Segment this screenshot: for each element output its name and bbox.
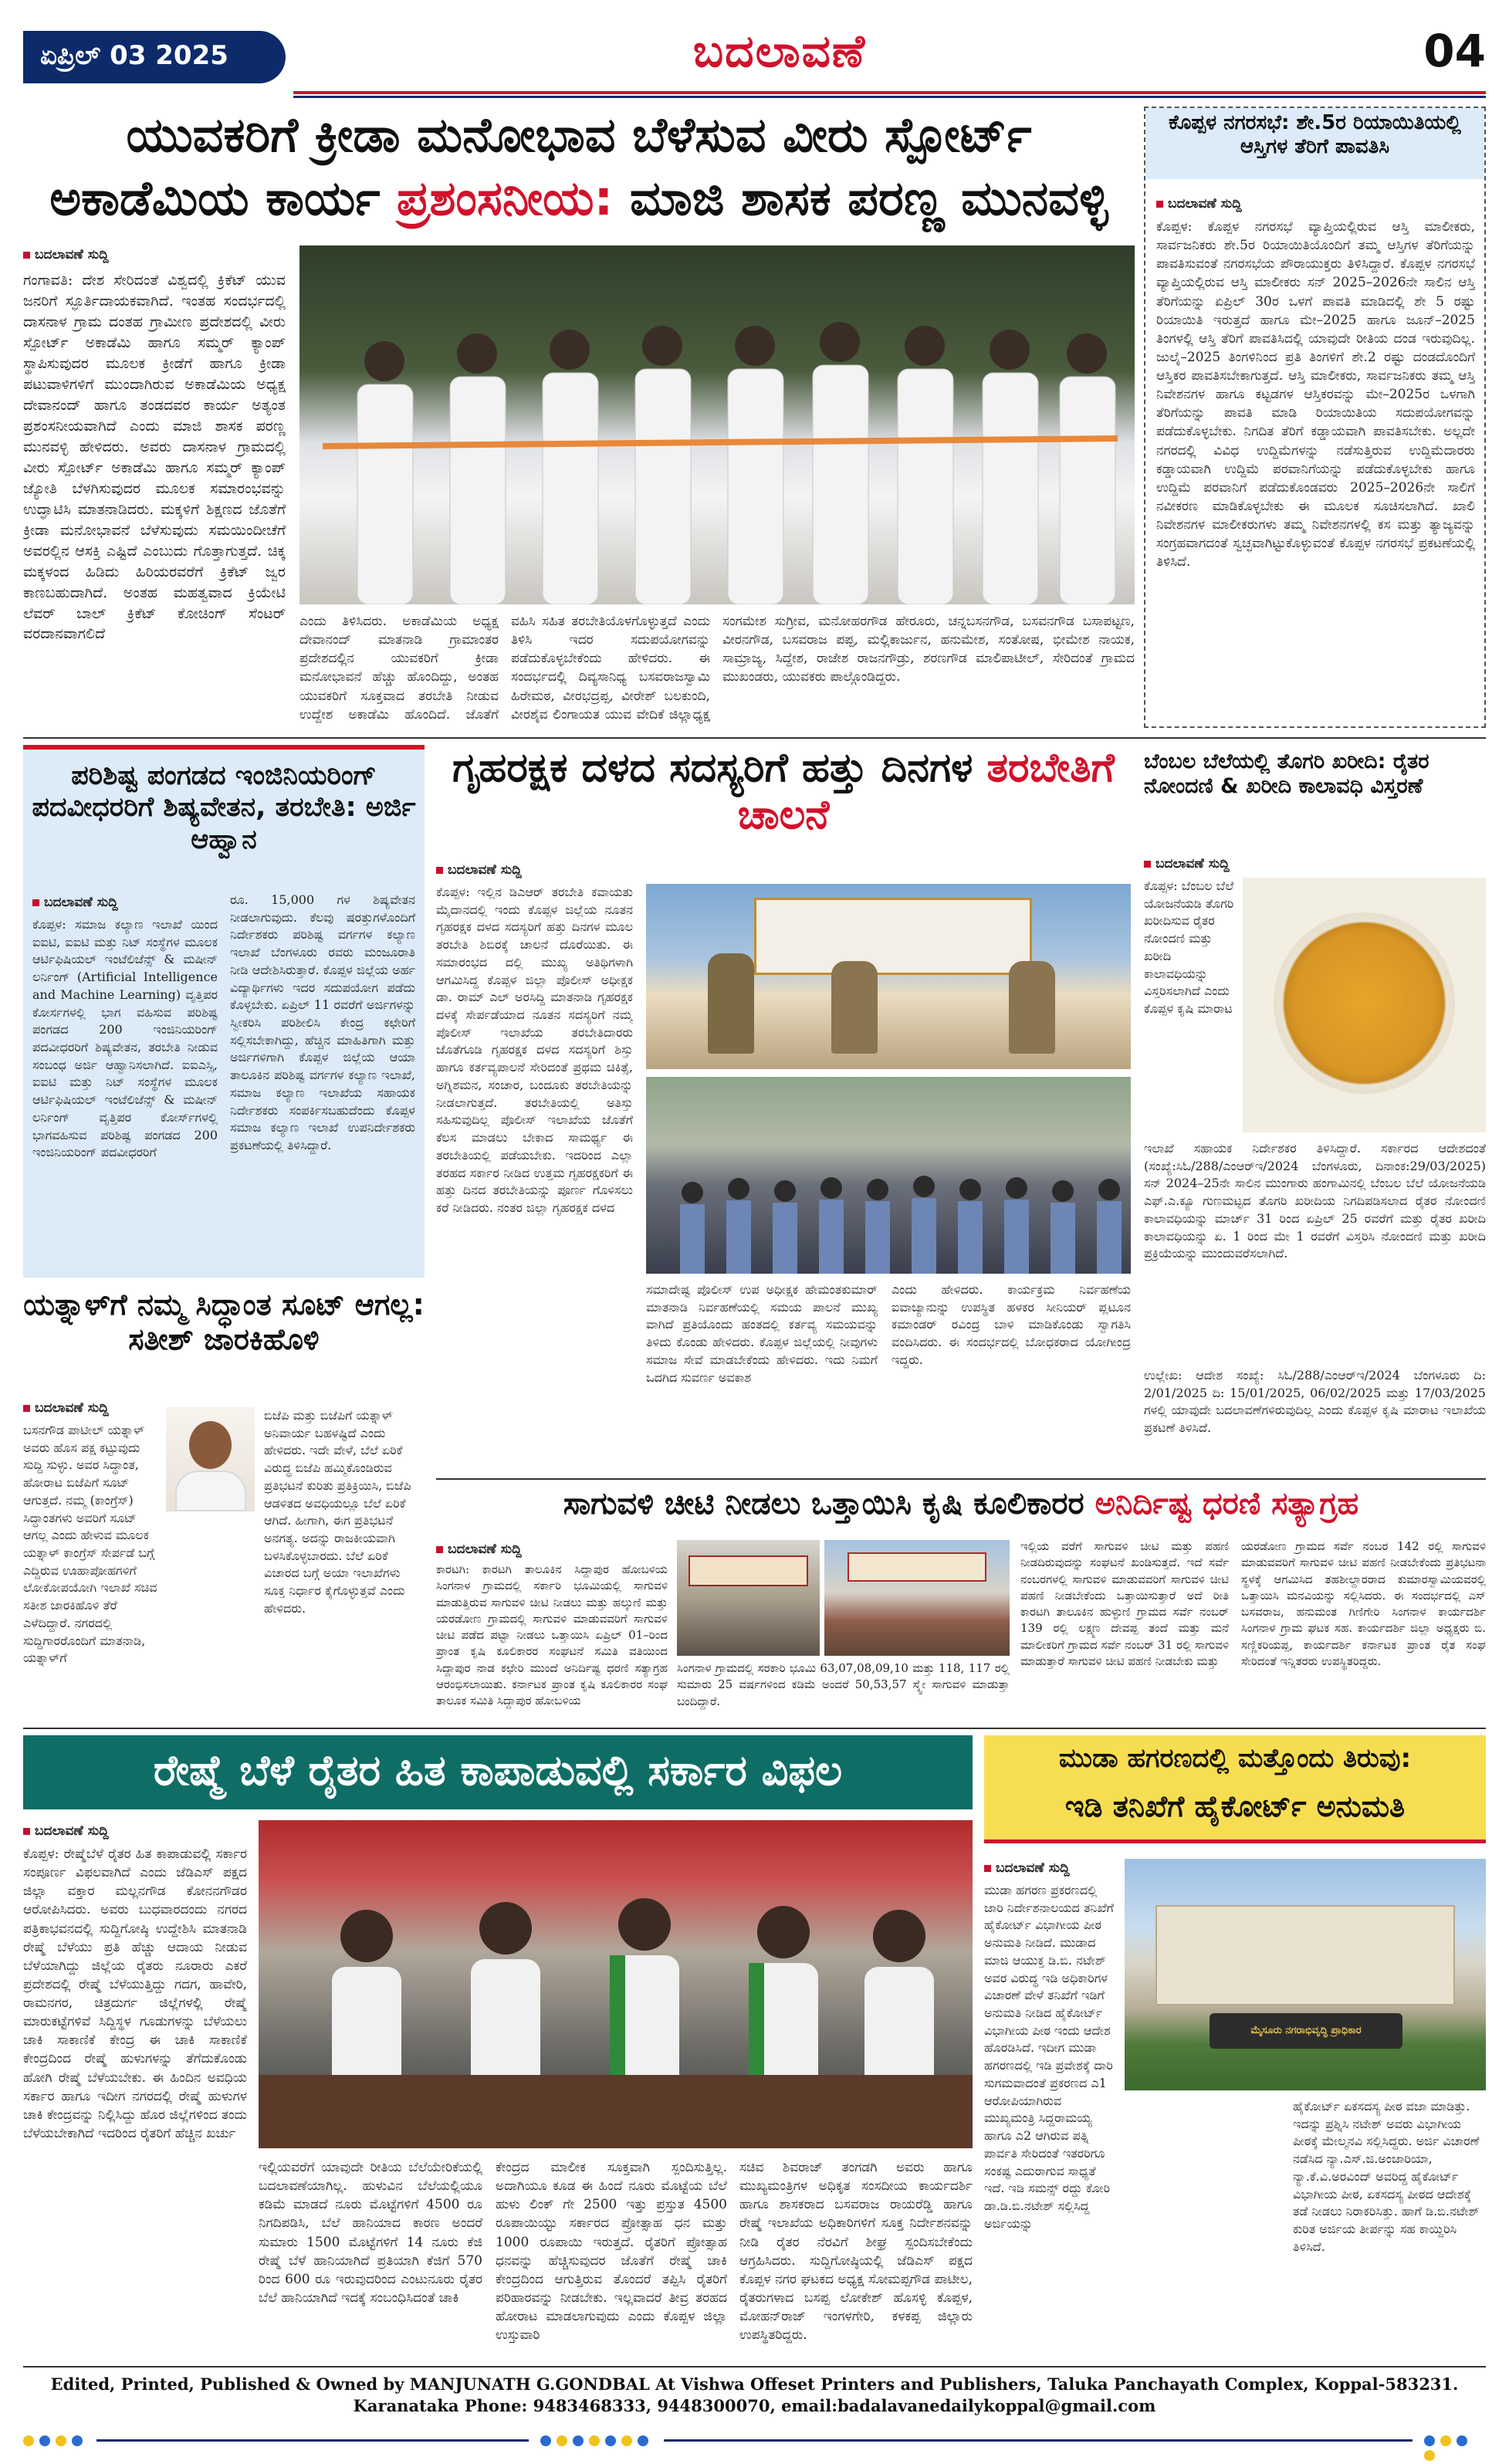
story-muda-headline-line1: ಮುಡಾ ಹಗರಣದಲ್ಲಿ ಮತ್ತೊಂದು ತಿರುವು: <box>1058 1743 1412 1774</box>
protest-photo-left <box>677 1540 820 1656</box>
building-facade <box>1155 1905 1455 2005</box>
photo-officer <box>708 953 754 1054</box>
masthead <box>23 25 1486 100</box>
headline-highlight: ತರಬೇತಿಗೆ ಚಾಲನೆ <box>737 745 1115 839</box>
byline: ಬದಲಾವಣೆ ಸುದ್ದಿ <box>23 1400 178 1416</box>
story-sports-col2: ಎಂದು ತಿಳಿಸಿದರು. ಅಕಾಡೆಮಿಯ ಅಧ್ಯಕ್ಷ ದೇವಾನಂದ್ ಮಾತನಾಡಿ ಗ್ರಾಮಾಂತರ ಪ್ರದೇಶದಲ್ಲಿನ ಯುವಕರಿಗೆ ಕ್ರೀಡಾ ಮನೋಭಾವನೆ ಹೆಚ್ಚು ಹೊಂದಿದ್ದು, ಅಂತಹ ಯುವಕರಿಗೆ ಸೂಕ್ತವಾದ ತರಬೇತಿ ನೀಡುವ ಉದ್ದೇಶ ಅಕಾಡೆಮಿ ಹೊಂದಿದೆ. ಜೊತೆಗೆ <box>299 614 499 723</box>
story-jarkiholi-headline: ಯತ್ನಾಳ್‌ಗೆ ನಮ್ಮ ಸಿದ್ಧಾಂತ ಸೂಟ್ ಆಗಲ್ಲ: ಸತೀಶ್ ಜಾರಕಿಹೊಳಿ <box>23 1288 425 1356</box>
footer-line2: Karanataka Phone: 9483468333, 9448300070, email:badalavanedailykoppal@gmail.com <box>353 2396 1156 2415</box>
story-scholarship-col1: ಕೊಪ್ಪಳ: ಸಮಾಜ ಕಲ್ಯಾಣ ಇಲಾಖೆ ಯಿಂದ ಐಐಟಿ, ಐಐಟಿ ಮತ್ತು ನಿಟ್ ಸಂಸ್ಥೆಗಳ ಮೂಲಕ ಆರ್ಟಿಫಿಷಿಯಲ್ ಇಂಟೆಲಿಜೆನ್ಸ್ & ಮಷೀನ್ ಲರ್ನಿಂಗ್ (Artificial Intelligence and Machine Learning) ವೃತ್ತಿಪರ ಕೋರ್ಸಗಳಲ್ಲಿ ಭಾಗ ವಹಿಸುವ ಪರಿಶಿಷ್ಟ ಪಂಗಡದ 200 ಇಂಜಿನಿಯರಿಂಗ್ ಪದವೀಧರರಿಗೆ ಶಿಷ್ಯವೇತನ, ತರಬೇತಿ ನೀಡುವ ಸಂಬಂಧ ಅರ್ಜಿ ಆಹ್ವಾನಿಸಲಾಗಿದೆ. ಐಐಎಸ್ಸಿ, ಐಐಟಿ ಮತ್ತು ನಿಟ್ ಸಂಸ್ಥೆಗಳ ಮೂಲಕ ಆರ್ಟಿಫಿಷಿಯಲ್ ಇಂಟೆಲಿಜೆನ್ಸ್ & ಮಷೀನ್ ಲರ್ನಿಂಗ್ ವೃತ್ತಿಪರ ಕೋರ್ಸ್‌ಗಳಲ್ಲಿ ಭಾಗವಹಿಸುವ ಪರಿಶಿಷ್ಟ ಪಂಗಡದ 200 ಇಂಜಿನಿಯರಿಂಗ್ ಪದವೀಧರರಿಗೆ <box>32 917 218 1160</box>
byline: ಬದಲಾವಣೆ ಸುದ್ದಿ <box>23 1823 224 1839</box>
story-muda-right: ಹೈಕೋರ್ಟ್ ಏಕಸದಸ್ಯ ಪೀಠ ವಜಾ ಮಾಡಿತ್ತು. ಇದನ್ನು ಪ್ರಶ್ನಿಸಿ ನಟೇಶ್ ಅವರು ವಿಭಾಗೀಯ ಪೀಠಕ್ಕೆ ಮೇಲ್ಮನವಿ ಸಲ್ಲಿಸಿದ್ದರು. ಅರ್ಜಿ ವಿಚಾರಣೆ ನಡೆಸಿದ ನ್ಯಾ.ಎಸ್.ಜಿ.ಅಂಜಾರಿಯಾ, ನ್ಯಾ.ಕೆ.ವಿ.ಅರವಿಂದ್ ಅವರಿದ್ದ ಹೈಕೋರ್ಟ್ ವಿಭಾಗೀಯ ಪೀಠ, ಏಕಸದಸ್ಯ ಪೀಠದ ಆದೇಶಕ್ಕೆ ತಡೆ ನೀಡಲು ನಿರಾಕರಿಸಿತ್ತು. ಹಾಗೆ ಡಿ.ಬಿ.ನಟೇಶ್ ಕುರಿತ ಅರ್ಜಿಯ ತೀರ್ಪನ್ನು ಸಹ ಕಾಯ್ದಿರಿಸಿ ತಿಳಿಸಿದೆ. <box>1293 2099 1480 2254</box>
byline: ಬದಲಾವಣೆ ಸುದ್ದಿ <box>984 1860 1185 1876</box>
dot-decoration <box>1424 2450 1435 2461</box>
story-tax-headline: ಕೊಪ್ಪಳ ನಗರಸಭೆ: ಶೇ.5ರ ರಿಯಾಯಿತಿಯಲ್ಲಿ ಆಸ್ತಿಗಳ ತೆರಿಗೆ ಪಾವತಿಸಿ <box>1168 111 1461 158</box>
divider <box>23 737 1486 739</box>
sports-inauguration-photo <box>299 245 1135 604</box>
story-sports-headline-line2 <box>23 170 1135 233</box>
story-dal-body: ಇಲಾಖೆ ಸಹಾಯಕ ನಿರ್ದೇಶಕರ ತಿಳಿಸಿದ್ದಾರೆ. ಸರ್ಕಾರದ ಆದೇಶದಂತೆ (ಸಂಖ್ಯೆ:ಸಿಓ/288/ಎಂಆರ್‌ಇ/2024 ಬೆಂಗಳೂರು, ದಿನಾಂಕ:29/03/2025) ಸನ್ 2024–25ನೇ ಸಾಲಿನ ಮುಂಗಾರು ಹಂಗಾಮಿನಲ್ಲಿ ಬೆಂಬಲ ಬೆಲೆ ಯೋಜನೆಯಡಿ ಎಫ್.ಎ.ಕ್ಯೂ ಗುಣಮಟ್ಟದ ತೊಗರಿ ಖರೀದಿಯ ನಿಗದಿಪಡಿಸಲಾದ ರೈತರ ನೋಂದಣಿ ಕಾಲಾವಧಿಯನ್ನು ಮಾರ್ಚ್ 31 ರಿಂದ ಏಪ್ರಿಲ್ 25 ರವರೆಗೆ ಮತ್ತು ರೈತರ ಖರೀದಿ ಕಾಲಾವಧಿಯನ್ನು ಏ. 1 ರಿಂದ ಮೇ 1 ರವರೆಗೆ ವಿಸ್ತರಿಸಿ ನೋಂದಣಿ ಮತ್ತು ಖರೀದಿ ಪ್ರಕ್ರಿಯೆಯನ್ನು ಮುಂದುವರೆಸಲಾಗಿದೆ. <box>1144 1141 1486 1261</box>
story-sports-headline-line1: ಯುವಕರಿಗೆ ಕ್ರೀಡಾ ಮನೋಭಾವ ಬೆಳೆಸುವ ವೀರು ಸ್ಪೋರ್ಟ್ <box>126 107 1032 163</box>
press-meet-illustration <box>259 1820 973 2148</box>
page-number: 04 <box>1423 25 1486 77</box>
byline: ಬದಲಾವಣೆ ಸುದ್ದಿ <box>1156 196 1465 212</box>
dot-decoration <box>573 2435 584 2446</box>
photo-officer <box>1009 961 1055 1054</box>
footer-dots-left <box>23 2435 88 2449</box>
story-protest-col1: ಕಾರಟಗಿ: ಕಾರಟಗಿ ತಾಲೂಕಿನ ಸಿದ್ದಾಪುರ ಹೋಬಳಿಯ ಸಿಂಗನಾಳ ಗ್ರಾಮದಲ್ಲಿ ಸರ್ಕಾರಿ ಭೂಮಿಯಲ್ಲಿ ಸಾಗುವಳಿ ಮಾಡುತ್ತಿರುವ ಸಾಗುವಳಿ ಚೀಟಿ ನೀಡಲು ಮತ್ತು ಹಲ್ಕುಣಿ ಮತ್ತು ಯರಡೋಣ ಗ್ರಾಮದಲ್ಲಿ ಸಾಗುವಳಿ ಮಾಡುವವರಿಗೆ ಸಾಗುವಳಿ ಚೀಟಿ ಪಡೆದ ಪಟ್ಟಾ ನೀಡಲು ಒತ್ತಾಯಿಸಿ ಏಪ್ರಿಲ್ 01–ರಿಂದ ಪ್ರಾಂತ ಕೃಷಿ ಕೂಲಿಕಾರರ ಸಂಘಟನೆ ಸಮಿತಿ ವತಿಯಿಂದ ಸಿದ್ದಾಪುರ ನಾಡ ಕಛೇರಿ ಮುಂದೆ ಅನಿರ್ದಿಷ್ಟ ಧರಣಿ ಸತ್ಯಾಗ್ರಹ ಆರಂಭಿಸಲಾಯಿತು. ಕರ್ನಾಟಕ ಪ್ರಾಂತ ಕೃಷಿ ಕೂಲಿಕಾರರ ಸಂಘ ತಾಲೂಕ ಸಮಿತಿ ಸಿದ್ದಾಪುರ ಹೋಬಳಿಯ <box>436 1562 668 1708</box>
story-jarkiholi-right: ಬಿಜೆಪಿ ಮತ್ತು ಬಿಜೆಪಿಗೆ ಯತ್ನಾಳ್ ಅನಿವಾರ್ಯ ಬಹಳಷ್ಟಿದೆ ಎಂದು ಹೇಳಿದರು. ಇದೇ ವೇಳೆ, ಬೆಲೆ ಏರಿಕೆ ವಿರುದ್ಧ ಬಿಜೆಪಿ ಹಮ್ಮಿಕೊಂಡಿರುವ ಪ್ರತಿಭಟನೆ ಕುರಿತು ಪ್ರತಿಕ್ರಿಯಿಸಿ, ಬಿಜೆಪಿ ಆಡಳಿತದ ಅವಧಿಯಲ್ಲೂ ಬೆಲೆ ಏರಿಕೆ ಆಗಿದೆ. ಹೀಗಾಗಿ, ಈಗ ಪ್ರತಿಭಟನೆ ಅನಗತ್ಯ. ಅದನ್ನು ರಾಜಕೀಯವಾಗಿ ಬಳಸಿಕೊಳ್ಳಬಾರದು. ಬೆಲೆ ಏರಿಕೆ ವಿಚಾರದ ಬಗ್ಗೆ ಅಯಾ ಇಲಾಖೆಗಳು ಸೂಕ್ತ ನಿರ್ಧಾರ ಕೈಗೊಳ್ಳುತ್ತವೆ ಎಂದು ಹೇಳಿದರು. <box>264 1408 411 1616</box>
story-protest <box>436 1486 1486 1718</box>
byline: ಬದಲಾವಣೆ ಸುದ್ದಿ <box>1144 856 1337 872</box>
byline: ಬದಲಾವಣೆ ಸುದ್ದಿ <box>436 1542 637 1557</box>
headline-part: ಸಾಗುವಳಿ ಚೀಟಿ ನೀಡಲು ಒತ್ತಾಯಿಸಿ ಕೃಷಿ ಕೂಲಿಕಾರರ <box>563 1486 1084 1521</box>
masthead-rule-red <box>293 91 1486 94</box>
scholarship-top-bar <box>23 745 425 750</box>
dot-decoration <box>589 2435 600 2446</box>
jarkiholi-portrait <box>166 1407 255 1511</box>
story-sports-col4: ಸಂಗಮೇಶ ಸುಗ್ರೀವ, ಮನೋಹರಗೌಡ ಹೇರೂರು, ಚನ್ನಬಸನಗೌಡ, ಬಸವನಗೌಡ ಬಸಾಪಟ್ಟಣ, ವೀರನಗೌಡ, ಬಸವರಾಜ ಪಪ್ಪ, ಮಲ್ಲಿಕಾರ್ಜುನ, ಹನುಮೇಶ, ಸಂತೋಷ, ಭೀಮೇಶ ನಾಯಕ, ಸಾಮ್ರಾಜ್ಯ, ಸಿದ್ದೇಶ, ರಾಜೇಶ ರಾಜನಗೌಡ್ರು, ಶರಣಗೌಡ ಮಾಲಿಪಾಟೀಲ್, ಸೇರಿದಂತೆ ಗ್ರಾಮದ ಮುಖಂಡರು, ಯುವಕರು ಪಾಲ್ಗೊಂಡಿದ್ದರು. <box>722 614 1135 685</box>
silk-press-photo <box>259 1820 973 2148</box>
headline-highlight: ಪ್ರಶಂಸನೀಯ: <box>396 170 614 226</box>
dot-decoration <box>621 2435 632 2446</box>
story-dal-narrow: ಕೊಪ್ಪಳ: ಬೆಂಬಲ ಬೆಲೆ ಯೋಜನೆಯಡಿ ತೊಗರಿ ಖರೀದಿಸುವ ರೈತರ ನೋಂದಣಿ ಮತ್ತು ಖರೀದಿ ಕಾಲಾವಧಿಯನ್ನು ವಿಸ್ತರಿಸಲಾಗಿದೆ ಎಂದು ಕೊಪ್ಪಳ ಕೃಷಿ ಮಾರಾಟ <box>1144 878 1234 1017</box>
paper-name: ಬದಲಾವಣೆ <box>692 25 867 77</box>
story-silk-col2: ಇಲ್ಲಿಯವರೆಗೆ ಯಾವುದೇ ರೀತಿಯ ಬೆಲೆಯೇರಿಕೆಯಲ್ಲಿ ಬದಲಾವಣೆಯಾಗಿಲ್ಲ. ಹುಳುವಿನ ಬೆಲೆಯಲ್ಲಿಯೂ ಕಡಿಮೆ ಮಾಡದೆ ನೂರು ಮೊಟ್ಟೆಗಳಿಗೆ 4500 ರೂ ನಿಗದಿಪಡಿಸಿ, ಬೆಲೆ ಹಾನಿಯಾದ ಕಾರಣ ಅಂದರೆ ಸುಮಾರು 1500 ಮೊಟ್ಟೆಗಳಿಗೆ 14 ನೂರು ಕೆಜಿ ರೇಷ್ಮೆ ಬೆಳೆ ಹಾನಿಯಾಗಿದೆ ಪ್ರತಿಯಾಗಿ ಕೆಜಿಗೆ 570 ರಿಂದ 600 ರೂ ಇರುವುದರಿಂದ ಎಂಟುನೂರು ರೈತರ ಬೆಲೆ ಹಾನಿಯಾಗಿದೆ ಇದಕ್ಕೆ ಸಂಬಂಧಿಸಿದಂತೆ ಚಾಕಿ <box>259 2160 482 2306</box>
dot-decoration <box>1424 2435 1435 2446</box>
portrait-shirt <box>175 1471 246 1511</box>
story-sports-academy <box>23 107 1135 728</box>
dot-decoration <box>56 2435 66 2446</box>
headline-highlight: ಅನಿರ್ದಿಷ್ಟ ಧರಣಿ ಸತ್ಯಾಗ್ರಹ <box>1095 1486 1359 1521</box>
story-guards-headline <box>436 745 1131 853</box>
footer-rule <box>23 2366 1486 2368</box>
story-sports-col3: ವಹಿಸಿ ಸಹಿತ ತರಬೇತಿಯೊಳಗೊಳ್ಳುತ್ತದೆ ಎಂದು ತಿಳಿಸಿ ಇದರ ಸದುಪಯೋಗವನ್ನು ಪಡೆದುಕೊಳ್ಳಬೇಕೆಂದು ಹೇಳಿದರು. ಈ ಸಂದರ್ಭದಲ್ಲಿ ದಿವ್ಯಸಾನಿಧ್ಯ ಬಸವರಾಜಸ್ವಾಮಿ ಹಿರೇಮಠ, ವೀರಭದ್ರಪ್ಪ, ವೀರೇಶ್ ಬಲಕುಂದಿ, ವೀರಶೈವ ಲಿಂಗಾಯತ ಯುವ ವೇದಿಕೆ ಜಿಲ್ಲಾಧ್ಯಕ್ಷ <box>511 614 710 723</box>
divider <box>436 1478 1486 1480</box>
bowl <box>1274 912 1455 1094</box>
dot-decoration <box>638 2435 648 2446</box>
story-muda-narrow: ಮುಡಾ ಹಗರಣ ಪ್ರಕರಣದಲ್ಲಿ ಜಾರಿ ನಿರ್ದೇಶನಾಲಯದ ತನಿಖೆಗೆ ಹೈಕೋರ್ಟ್ ವಿಭಾಗೀಯ ಪೀಠ ಅನುಮತಿ ನೀಡಿದೆ. ಮುಡಾದ ಮಾಜಿ ಆಯುಕ್ತ ಡಿ.ಬಿ. ನಟೇಶ್ ಅವರ ವಿರುದ್ಧ ಇಡಿ ಅಧಿಕಾರಿಗಳ ವಿಚಾರಣೆ ವೇಳೆ ತನಿಖೆಗೆ ಇಡಿಗೆ ಅನುಮತಿ ನೀಡಿದ ಹೈಕೋರ್ಟ್ ವಿಭಾಗೀಯ ಪೀಠ ಇಂದು ಆದೇಶ ಹೊರಡಿಸಿದೆ. ಇದೀಗ ಮುಡಾ ಹಗರಣದಲ್ಲಿ ಇಡಿ ಪ್ರವೇಶಕ್ಕೆ ದಾರಿ ಸುಗಮವಾದಂತೆ ಪ್ರಕರಣದ ಎ1 ಆರೋಪಿಯಾಗಿರುವ ಮುಖ್ಯಮಂತ್ರಿ ಸಿದ್ದರಾಮಯ್ಯ ಹಾಗೂ ಎ2 ಆಗಿರುವ ಪತ್ನಿ ಪಾರ್ವತಿ ಸೇರಿದಂತೆ ಇತರರಿಗೂ ಸಂಕಷ್ಟ ಎದುರಾಗುವ ಸಾಧ್ಯತೆ ಇದೆ. ಇಡಿ ಸಮನ್ಸ್ ರದ್ದು ಕೋರಿ ಡಾ.ಡಿ.ಬಿ.ನಟೇಶ್ ಸಲ್ಲಿಸಿದ್ದ ಅರ್ಜಿಯನ್ನು <box>984 1883 1114 2231</box>
story-scholarship-col2: ರೂ. 15,000 ಗಳ ಶಿಷ್ಯವೇತನ ನೀಡಲಾಗುವುದು. ಕೆಲವು ಷರತ್ತುಗಳೊಂದಿಗೆ ನಿರ್ದೇಶಕರು ಪರಿಶಿಷ್ಟ ವರ್ಗಗಳ ಕಲ್ಯಾಣ ಇಲಾಖೆ ಬೆಂಗಳೂರು ರವರು ಮಂಜೂರಾತಿ ನೀಡಿ ಆದೇಶಿಸಿರುತ್ತಾರೆ. ಕೊಪ್ಪಳ ಜಿಲ್ಲೆಯ ಅರ್ಹ ವಿದ್ಯಾರ್ಥಿಗಳು ಇದರ ಸದುಪಯೋಗ ಪಡೆದು ಕೊಳ್ಳಬೇಕು. ಏಪ್ರಿಲ್ 11 ರವರೆಗೆ ಅರ್ಜಿಗಳನ್ನು ಸ್ವೀಕರಿಸಿ ಪರಿಶೀಲಿಸಿ ಕೇಂದ್ರ ಕಛೇರಿಗೆ ಸಲ್ಲಿಸಬೇಕಾಗಿದ್ದು, ಹೆಚ್ಚಿನ ಮಾಹಿತಿಗಾಗಿ ಮತ್ತು ಅರ್ಜಿಗಳಿಗಾಗಿ ಕೊಪ್ಪಳ ಜಿಲ್ಲೆಯ ಆಯಾ ತಾಲೂಕಿನ ಪರಿಶಿಷ್ಟ ವರ್ಗಗಳ ಕಲ್ಯಾಣ ಇಲಾಖೆ, ಸಮಾಜ ಕಲ್ಯಾಣ ಇಲಾಖೆಯ ಸಹಾಯಕ ನಿರ್ದೇಶಕರು ಸಂಪರ್ಕಿಸಬಹುದೆಂದು ಕೊಪ್ಪಳ ಸಮಾಜ ಕಲ್ಯಾಣ ಇಲಾಖೆ ಉಪನಿರ್ದೇಶಕರು ಪ್ರಕಟಣೆಯಲ್ಲಿ ತಿಳಿಸಿದ್ದಾರೆ. <box>230 892 415 1153</box>
story-protest-col2: ಇಲ್ಲಿಯ ವರೆಗೆ ಸಾಗುವಳಿ ಚೀಟಿ ಮತ್ತು ಪಹಣಿ ನೀಡದಿರುವುದನ್ನು ಸಂಘಟನೆ ಖಂಡಿಸುತ್ತದೆ. ಇದೆ ಸರ್ವೆ ನಂಬರಗಳಲ್ಲಿ ಸಾಗುವಳಿ ಮಾಡುವವರಿಗೆ ಸಾಗುವಳಿ ಚೀಟಿ ಪಹಣಿ ನೀಡಬೇಕೆಂದು ಒತ್ತಾಯಿಸುತ್ತಾರೆ ಅದೆ ರೀತಿ ಕಾರಟಗಿ ತಾಲೂಕಿನ ಹುಳ್ಳುಣಿ ಗ್ರಾಮದ ಸರ್ವೆ ನಂಬರ್ 139 ರಲ್ಲಿ ಲಕ್ಷ್ಮಣ ದೇವಪ್ಪ ತಂದೆ ಮತ್ತು ಮನೆ ಮಾಲೀಕರಿಗೆ ಗ್ರಾಮದ ಸರ್ವೆ ನಂಬರ್ 31 ರಲ್ಲಿ ಸಾಗುವಳಿ ಮಾಡುತ್ತಾರೆ ಸಾಗುವಳಿ ಚೀಟಿ ಪಹಣಿ ನೀಡಬೇಕು ಮತ್ತು <box>1020 1539 1229 1669</box>
story-jarkiholi-box <box>23 1288 425 1720</box>
sign-board-text: ಮೈಸೂರು ನಗರಾಭಿವೃದ್ಧಿ ಪ್ರಾಧಿಕಾರ <box>1250 2025 1362 2036</box>
footer-imprint <box>23 2374 1486 2422</box>
byline: ಬದಲಾವಣೆ ಸುದ್ದಿ <box>436 862 629 878</box>
story-dal-headline: ಬೆಂಬಲ ಬೆಲೆಯಲ್ಲಿ ತೊಗರಿ ಖರೀದಿ: ರೈತರ ನೋಂದಣಿ & ಖರೀದಿ ಕಾಲಾವಧಿ ವಿಸ್ತರಣೆ <box>1144 750 1429 798</box>
story-sports-col1: ಗಂಗಾವತಿ: ದೇಶ ಸೇರಿದಂತೆ ವಿಶ್ವದಲ್ಲಿ ಕ್ರಿಕೆಟ್ ಯುವ ಜನರಿಗೆ ಸ್ಫೂರ್ತಿದಾಯಕವಾಗಿದೆ. ಇಂತಹ ಸಂದರ್ಭದಲ್ಲಿ ದಾಸನಾಳ ಗ್ರಾಮ ದಂತಹ ಗ್ರಾಮೀಣ ಪ್ರದೇಶದಲ್ಲಿ ವೀರು ಸ್ಪೋರ್ಟ್ ಅಕಾಡೆಮಿ ಹಾಗೂ ಸಮ್ಮರ್ ಕ್ಯಾಂಪ್ ಸ್ಥಾಪಿಸುವುದರ ಮೂಲಕ ಕ್ರೀಡೆಗೆ ಹಾಗೂ ಕ್ರೀಡಾ ಪಟುವಾಳಿಗಳಿಗೆ ಮುಂದಾಗಿರುವ ಅಕಾಡೆಮಿಯ ಅಧ್ಯಕ್ಷ ದೇವಾನಂದ್ ಹಾಗೂ ತಂಡದವರ ಕಾರ್ಯ ಅತ್ಯಂತ ಪ್ರಶಂಸನೀಯವಾಗಿದೆ ಎಂದು ಮಾಜಿ ಶಾಸಕ ಪರಣ್ಣ ಮುನವಳ್ಳಿ ಹೇಳಿದರು. ಅವರು ದಾಸನಾಳ ಗ್ರಾಮದಲ್ಲಿ ವೀರು ಸ್ಪೋರ್ಟ್ ಅಕಾಡೆಮಿ ಹಾಗೂ ಸಮ್ಮರ್ ಕ್ಯಾಂಪ್ ಜ್ಯೋತಿ ಬೆಳಗಿಸುವುದರ ಮೂಲಕ ಸಮಾರಂಭವನ್ನು ಉದ್ಘಾಟಿಸಿ ಮಾತನಾಡಿದರು. ಮಕ್ಕಳಿಗೆ ಶಿಕ್ಷಣದ ಜೊತೆಗೆ ಕ್ರೀಡಾ ಮನೋಭಾವನೆ ಬೆಳೆಸುವುದು ಸಮಯಿಂದೀಚೆಗೆ ಅವರಲ್ಲಿನ ಆಸಕ್ತಿ ಎಷ್ಟಿದೆ ಎಂಬುದು ಗೊತ್ತಾಗುತ್ತದೆ. ಚಿಕ್ಕ ಮಕ್ಕಳಂದ ಹಿಡಿದು ಹಿರಿಯರವರೆಗೆ ಕ್ರಿಕೆಟ್ ಜ್ವರ ಕಾಣಬಹುದಾಗಿದೆ. ಅಂತಹ ಮಹತ್ವವಾದ ಕ್ರಿಯೇಟಿ ಲೆವರ್ ಬಾಲ್ ಕ್ರಿಕೆಟ್ ಕೋಚಿಂಗ್ ಸೆಂಟರ್ ವರದಾನವಾಗಲಿದೆ <box>23 272 286 643</box>
story-protest-caption: ಸಿಂಗನಾಳ ಗ್ರಾಮದಲ್ಲಿ ಸರಕಾರಿ ಭೂಮಿ 63,07,08,09,10 ಮತ್ತು 118, 117 ರಲ್ಲಿ ಸುಮಾರು 25 ವರ್ಷಗಳಿಂದ ಕಡಿಮೆ ಅಂದರೆ 50,53,57 ಸ್ಕ್ವೇ ಸಾಗುವಳಿ ಮಾಡುತ್ತಾ ಬಂದಿದ್ದಾರೆ. <box>677 1661 1010 1708</box>
guards-trainees-photo <box>646 1077 1131 1274</box>
masthead-rule-navy <box>293 96 1486 98</box>
headline-part: ಗೃಹರಕ್ಷಕ ದಳದ ಸದಸ್ಯರಿಗೆ ಹತ್ತು ದಿನಗಳ <box>452 745 973 791</box>
protest-banner <box>848 1552 986 1582</box>
dot-decoration <box>39 2435 50 2446</box>
byline: ಬದಲಾವಣೆ ಸುದ್ದಿ <box>23 247 286 262</box>
dot-decoration <box>605 2435 616 2446</box>
story-muda-headline-line2: ಇಡಿ ತನಿಖೆಗೆ ಹೈಕೋರ್ಟ್ ಅನುಮತಿ <box>1064 1789 1406 1823</box>
story-toor-dal <box>1144 745 1486 1471</box>
photo-banner <box>754 898 1032 975</box>
dot-decoration <box>72 2435 83 2446</box>
sign-board <box>1210 2013 1402 2049</box>
story-silk-col4: ಸಚಿವ ಶಿವರಾಜ್ ತಂಗಡಗಿ ಅವರು ಹಾಗೂ ಮುಖ್ಯಮಂತ್ರಿಗಳ ಅಧಿಕೃತ ಸಂಸದೀಯ ಕಾರ್ಯದರ್ಶಿ ಹಾಗೂ ಶಾಸಕರಾದ ಬಸವರಾಜ ರಾಯರೆಡ್ಡಿ ಹಾಗೂ ರೇಷ್ಮೆ ಇಲಾಖೆಯ ಅಧಿಕಾರಿಗಳಿಗೆ ಸೂಕ್ತ ನಿರ್ದೇಶನವನ್ನು ನೀಡಿ ರೈತರ ನೆರವಿಗೆ ಶೀಘ್ರ ಸ್ಪಂದಿಸಬೇಕೆಂದು ಆಗ್ರಹಿಸಿದರು. ಸುದ್ದಿಗೋಷ್ಠಿಯಲ್ಲಿ ಜೆಡಿಎಸ್ ಪಕ್ಷದ ಕೊಪ್ಪಳ ನಗರ ಘಟಕದ ಅಧ್ಯಕ್ಷ ಸೋಮಪ್ಪಗೌಡ ಪಾಟೀಲ, ರೈತರುಗಳಾದ ಬಸಪ್ಪ ಲೋಕೇಶ್ ಹೊಸಳ್ಳಿ ಕೊಪ್ಪಳ, ಮೋಹನ್‌ರಾಜ್ ಇಂಗಳಗೇರಿ, ಕಳಕಪ್ಪ ಜಿಲ್ಲಾರು ಉಪಸ್ಥಿತರಿದ್ದರು. <box>739 2160 973 2344</box>
trainees-illustration <box>646 1077 1131 1274</box>
story-protest-headline <box>436 1486 1486 1532</box>
story-jarkiholi-narrow: ಬಸನಗೌಡ ಪಾಟೀಲ್ ಯತ್ನಾಳ್ ಅವರು ಹೊಸ ಪಕ್ಷ ಕಟ್ಟುವುದು ಸುದ್ದಿ ಸುಳ್ಳು. ಅವರ ಸಿದ್ಧಾಂತ, ಹೋರಾಟ ಬಿಜೆಪಿಗೆ ಸೂಟ್ ಆಗುತ್ತದೆ. ನಮ್ಮ (ಕಾಂಗ್ರೆಸ್) ಸಿದ್ಧಾಂತಗಳು ಅವರಿಗೆ ಸೂಟ್ ಆಗಲ್ಲ ಎಂದು ಹೇಳುವ ಮೂಲಕ ಯತ್ನಾಳ್ ಕಾಂಗ್ರೆಸ್ ಸೇರ್ಪಡೆ ಬಗ್ಗೆ ಎದ್ದಿರುವ ಊಹಾಪೋಹಗಳಿಗೆ ಲೋಕೋಪಯೋಗಿ ಇಲಾಖೆ ಸಚಿವ ಸತೀಶ ಜಾರಕಿಹೊಳಿ ತೆರೆ ಎಳೆದಿದ್ದಾರೆ. ನಗರದಲ್ಲಿ ಸುದ್ದಿಗಾರರೊಂದಿಗೆ ಮಾತನಾಡಿ, ಯತ್ನಾಳ್‌ಗೆ <box>23 1423 157 1666</box>
footer-bar <box>23 2430 1486 2453</box>
muda-building-photo <box>1125 1859 1486 2090</box>
story-silk-col3: ಕೇಂದ್ರದ ಮಾಲೀಕ ಸೂಕ್ತವಾಗಿ ಸ್ಪಂದಿಸುತ್ತಿಲ್ಲ. ಅದಾಗಿಯೂ ಕೂಡ ಈ ಹಿಂದೆ ನೂರು ಮೊಟ್ಟೆಯ ಬೆಲೆ ಹುಳು ಲಿಂಕ್ ಗೇ 2500 ಇತ್ತು ಪ್ರಸ್ತುತ 4500 ರೂಪಾಯಿಯ್ಟು ಸರ್ಕಾರದ ಪ್ರೋತ್ಸಾಹ ಧನ ಮತ್ತು 1000 ರೂಪಾಯಿ ಇರುತ್ತದೆ. ರೈತರಿಗೆ ಪ್ರೋತ್ಸಾಹ ಧನವನ್ನು ಹೆಚ್ಚಿಸುವುದರ ಜೊತೆಗೆ ರೇಷ್ಮೆ ಚಾಕಿ ಕೇಂದ್ರದಿಂದ ಆಗುತ್ತಿರುವ ತೊಂದರೆ ತಪ್ಪಿಸಿ ರೈತರಿಗೆ ಪರಿಹಾರವನ್ನು ನೀಡಬೇಕು. ಇಲ್ಲವಾದರೆ ತೀವ್ರ ತರಹದ ಹೋರಾಟ ಮಾಡಲಾಗುವುದು ಎಂದು ಕೊಪ್ಪಳ ಜಿಲ್ಲಾ ಉಸ್ತುವಾರಿ <box>496 2160 727 2344</box>
headline-part: ಅಕಾಡೆಮಿಯ ಕಾರ್ಯ <box>49 170 381 226</box>
portrait-face <box>189 1421 232 1469</box>
story-home-guards <box>436 745 1131 1471</box>
footer-dots-center <box>540 2435 654 2449</box>
dot-decoration <box>23 2435 34 2446</box>
story-guards-col1: ಕೊಪ್ಪಳ: ಇಲ್ಲಿನ ಡಿಎಆರ್ ತರಬೇತಿ ಕವಾಯತು ಮೈದಾನದಲ್ಲಿ ಇಂದು ಕೊಪ್ಪಳ ಜಿಲ್ಲೆಯ ನೂತನ ಗೃಹರಕ್ಷಕ ದಳದ ಸದಸ್ಯರಿಗೆ ಹತ್ತು ದಿನಗಳ ಮೂಲ ತರಬೇತಿ ಶಿಬಿರಕ್ಕೆ ಚಾಲನೆ ದೊರೆಯಿತು. ಈ ಸಮಾರಂಭದ ದಲ್ಲಿ ಮುಖ್ಯ ಅತಿಥಿಗಳಾಗಿ ಆಗಮಿಸಿದ್ದ ಕೊಪ್ಪಳ ಜಿಲ್ಲಾ ಪೊಲೀಸ್ ಅಧೀಕ್ಷಕ ಡಾ. ರಾಮ್ ಎಲ್ ಅರಸಿದ್ದಿ ಮಾತನಾಡಿ ಗೃಹರಕ್ಷಕ ದಳಕ್ಕೆ ಸೇರ್ಪಡೆಯಾದ ನೂತನ ಸದಸ್ಯರಿಗೆ ನಮ್ಮ ಪೊಲೀಸ್ ಇಲಾಖೆಯ ತರಬೇತಿದಾರರು ಜೊತೆಗೂಡಿ ಗೃಹರಕ್ಷಕ ದಳದ ಸದಸ್ಯರಿಗೆ ಶಿಸ್ತು ಹಾಗೂ ಕರ್ತವ್ಯಪಾಲನೆ ಸೇರಿದಂತೆ ಪ್ರಥಮ ಚಿಕಿತ್ಸೆ, ಅಗ್ನಿಶಮನ, ಸಂಚಾರ, ಬಂದೂಕು ತರಬೇತಿಯನ್ನು ನೀಡಲಾಗುತ್ತದೆ. ತರಬೇತಿಯಲ್ಲಿ ಅತಿಸ್ತು ಸಹಿಸುವುದಿಲ್ಲ ಪೊಲೀಸ್ ಇಲಾಖೆಯ ಜೊತೆಗೆ ಕೆಲಸ ಮಾಡಲು ಬೇಕಾದ ಸಾಮರ್ಥ್ಯ ಈ ತರಬೇತಿಯಲ್ಲಿ ಪಡೆಯಬೇಕು. ಇದರಿಂದ ಎಲ್ಲಾ ತರಹದ ಸರ್ಕಾರ ನೀಡಿದ ಉತ್ತಮ ಗೃಹರಕ್ಷಕರಿಗೆ ಈ ಹತ್ತು ದಿನದ ತರಬೇತಿಯನ್ನು ಪೂರ್ಣ ಗೊಳಿಸಲು ಕರೆ ನೀಡಿದರು. ನಂತರ ಜಿಲ್ಲಾ ಗೃಹರಕ್ಷಕ ದಳದ <box>436 885 633 1215</box>
byline: ಬದಲಾವಣೆ ಸುದ್ದಿ <box>32 895 225 910</box>
story-tax-body: ಕೊಪ್ಪಳ: ಕೊಪ್ಪಳ ನಗರಸಭೆ ವ್ಯಾಪ್ತಿಯಲ್ಲಿರುವ ಆಸ್ತಿ ಮಾಲೀಕರು, ಸಾರ್ವಜನಿಕರು ಶೇ.5ರ ರಿಯಾಯಿತಿಯೊಂದಿಗೆ ತಮ್ಮ ಆಸ್ತಿಗಳ ತೆರಿಗೆಯನ್ನು ಪಾವತಿಸುವಂತೆ ನಗರಸಭೆಯ ಪೌರಾಯುಕ್ತರು ತಿಳಿಸಿದ್ದಾರೆ. ಕೊಪ್ಪಳ ನಗರಸಭೆ ವ್ಯಾಪ್ತಿಯಲ್ಲಿರುವ ಆಸ್ತಿ ಮಾಲೀಕರು ಸನ್ 2025–2026ನೇ ಸಾಲಿನ ಆಸ್ತಿ ತೆರಿಗೆಯನ್ನು ಏಪ್ರಿಲ್ 30ರ ಒಳಗೆ ಪಾವತಿ ಮಾಡಿದಲ್ಲಿ ಶೇ 5 ರಷ್ಟು ರಿಯಾಯಿತಿ ಇರುತ್ತದೆ ಹಾಗೂ ಮೇ–2025 ಹಾಗೂ ಜೂನ್–2025 ತಿಂಗಳಲ್ಲಿ ಆಸ್ತಿ ತೆರಿಗೆ ಪಾವತಿಸಿದಲ್ಲಿ ಯಾವುದೇ ರೀತಿಯ ದಂಡ ಇರುವುದಿಲ್ಲ. ಜುಲೈ–2025 ತಿಂಗಳಿನಿಂದ ಪ್ರತಿ ತಿಂಗಳಿಗೆ ಶೇ.2 ರಷ್ಟು ದಂಡದೊಂದಿಗೆ ಆಸ್ತಿಕರ ಪಾವತಿಸಬೇಕಾಗುತ್ತದೆ. ಆಸ್ತಿ ಮಾಲೀಕರು, ಸಾರ್ವಜನಿಕರು ತಮ್ಮ ಆಸ್ತಿ ನಿವೇಶನಗಳ ಹಾಗೂ ಕಟ್ಟಡಗಳ ಆಸ್ತಿಕರವನ್ನು ಮೇ–2025ರ ಒಳಗಾಗಿ ತೆರಿಗೆಯನ್ನು ಪಾವತಿ ಮಾಡಿ ರಿಯಾಯಿತಿಯ ಸದುಪಯೋಗವನ್ನು ಪಡೆದುಕೊಳ್ಳಬೇಕು. ನಿಗದಿತ ತೆರಿಗೆ ಕಡ್ಡಾಯವಾಗಿ ಪಾವತಿಸಬೇಕು. ಅಲ್ಲದೇ ನಗರದಲ್ಲಿ ವಿವಿಧ ಉದ್ದಿಮೆಗಳನ್ನು ನಡೆಸುತ್ತಿರುವ ಉದ್ದಿಮೆದಾರರು ಕಡ್ಡಾಯವಾಗಿ ಉದ್ದಿಮೆ ಪರವಾನಿಗೆಯನ್ನು ಪಡೆದುಕೊಳ್ಳಬೇಕು ಹಾಗೂ ಉದ್ದಿಮೆ ಪರವಾನಿಗೆ ಪಡೆದುಕೊಂಡವರು 2025–2026ನೇ ಸಾಲಿಗೆ ನವೀಕರಣ ಮಾಡಿಕೊಳ್ಳಬೇಕು ಈ ಮೂಲಕ ಸೂಚಿಸಲಾಗಿದೆ. ಖಾಲಿ ನಿವೇಶನಗಳ ಮಾಲೀಕರುಗಳು ತಮ್ಮ ನಿವೇಶನಗಳಲ್ಲಿ ಕಸ ಮತ್ತು ತ್ಯಾಜ್ಯವನ್ನು ಸಂಗ್ರಹವಾಗದಂತೆ ಸ್ವಚ್ಛವಾಗಿಟ್ಟುಕೊಳ್ಳುವಂತೆ ಕೊಪ್ಪಳ ನಗರಸಭೆ ಪ್ರಕಟಣೆಯಲ್ಲಿ ತಿಳಿಸಿದೆ. <box>1156 219 1475 570</box>
photo-people-illustration <box>299 245 1135 604</box>
story-dal-ref: ಉಲ್ಲೇಖ: ಆದೇಶ ಸಂಖ್ಯೆ: ಸಿಓ/288/ಎಂಆರ್‌ಇ/2024 ಬೆಂಗಳೂರು ದಿ: 2/01/2025 ದಿ: 15/01/2025, 06/02/2025 ಮತ್ತು 17/03/2025 ಗಳಲ್ಲಿ ಯಾವುದೇ ಬದಲಾವಣೆಗಳಿರುವುದಿಲ್ಲ ಎಂದು ಕೊಪ್ಪಳ ಕೃಷಿ ಮಾರಾಟ ಇಲಾಖೆಯ ಪ್ರಕಟಣೆ ತಿಳಿಸಿದೆ. <box>1144 1368 1486 1436</box>
story-silk-col1: ಕೊಪ್ಪಳ: ರೇಷ್ಮೆಬೆಳೆ ರೈತರ ಹಿತ ಕಾಪಾಡುವಲ್ಲಿ ಸರ್ಕಾರ ಸಂಪೂರ್ಣ ವಿಫಲವಾಗಿದೆ ಎಂದು ಜೆಡಿಎಸ್ ಪಕ್ಷದ ಜಿಲ್ಲಾ ವಕ್ತಾರ ಮಲ್ಲನಗೌಡ ಕೋನನಗೌಡರ ಆರೋಪಿಸಿದರು. ಅವರು ಬುಧವಾರದಂದು ನಗರದ ಪತ್ರಿಕಾಭವನದಲ್ಲಿ ಸುದ್ದಿಗೋಷ್ಠಿ ಉದ್ದೇಶಿಸಿ ಮಾತನಾಡಿ ರೇಷ್ಮೆ ಬೆಳೆಯು ಪ್ರತಿ ಹೆಚ್ಚು ಆದಾಯ ನೀಡುವ ಬೆಳೆಯಾಗಿದ್ದು ಜಿಲ್ಲೆಯ ರೈತರು ನೂರಾರು ಎಕರೆ ಪ್ರದೇಶದಲ್ಲಿ ರೇಷ್ಮೆ ಬೆಳೆಯುತ್ತಿದ್ದು ಗದಗ, ಹಾವೇರಿ, ರಾಮನಗರ, ಚಿತ್ರದುರ್ಗ ಜಿಲ್ಲೆಗಳಲ್ಲಿ ರೇಷ್ಮೆ ಮಾರುಕಟ್ಟೆಗಳಿವೆ ಸಿದ್ದಿಸ್ಥಳ ಗೂಡುಗಳನ್ನು ಬೆಳೆಯಲು ಚಾಕಿ ಸಾಕಾಣಿಕೆ ಕೇಂದ್ರ ಈ ಚಾಕಿ ಸಾಕಾಣಿಕೆ ಕೇಂದ್ರದಿಂದ ರೇಷ್ಮೆ ಹುಳುಗಳನ್ನು ತೆಗೆದುಕೊಂಡು ಹೋಗಿ ರೇಷ್ಮೆ ಬೆಳೆಯಬೇಕು. ಈ ಹಿಂದಿನ ಅವಧಿಯ ಸರ್ಕಾರ ಹಾಗೂ ಇದೀಗ ನಗರದಲ್ಲಿ ರೇಷ್ಮೆ ಹುಳುಗಳ ಚಾಕಿ ಕೇಂದ್ರವನ್ನು ನಿಲ್ಲಿಸಿದ್ದು ಹೊರ ಜಿಲ್ಲೆಗಳಿಂದ ತಂದು ಬೆಳೆಯಬೇಕಾಗಿದೆ ಇದರಿಂದ ರೈತರಿಗೆ ಹೆಚ್ಚಿನ ಖರ್ಚು <box>23 1846 247 2141</box>
story-muda <box>984 1735 1486 2357</box>
toor-dal-photo <box>1243 878 1486 1132</box>
dot-decoration <box>1457 2435 1467 2446</box>
footer-line-right <box>664 2439 1413 2442</box>
photo-officer <box>831 961 878 1054</box>
divider <box>23 1728 1486 1729</box>
story-protest-col3: ಯರಡೋಣ ಗ್ರಾಮದ ಸರ್ವೆ ನಂಬರ 142 ರಲ್ಲಿ ಸಾಗುವಳಿ ಮಾಡುವವರಿಗೆ ಸಾಗುವಳಿ ಚೀಟಿ ಪಹಣಿ ನೀಡಬೇಕೆಂದು ಪ್ರತಿಭಟನಾ ಸ್ಥಳಕ್ಕೆ ಆಗಮಿಸಿದ ತಹಶೀಲ್ದಾರರಾದ ಕುಮಾರಸ್ವಾಮಿಯವರಲ್ಲಿ ಒತ್ತಾಯಿಸಿ ಮನವಿಯನ್ನು ಸಲ್ಲಿಸಿದರು. ಈ ಸಂದರ್ಭದಲ್ಲಿ ಎಸ್ ಬಸವರಾಜ, ಹನುಮಂತ ಗಿಣಿಗೇರಿ ಸಿಂಗನಾಳ ಕಾರ್ಯದರ್ಶಿ ಸಿಂಗನಾಳ ಗ್ರಾಮ ಘಟಕ ಸಹ. ಕಾರ್ಯದರ್ಶಿ ಜಿಲ್ಲಾ ಅಧ್ಯಕ್ಷರು ಬಿ. ಸಣ್ಣಿಕರಿಯಪ್ಪ, ಕಾರ್ಯದರ್ಶಿ ಕರ್ನಾಟಕ ಪ್ರಾಂತ ರೈತ ಸಂಘ ಸೇರಿದಂತೆ ಇನ್ನಿತರರು ಉಪಸ್ಥಿತರಿದ್ದರು. <box>1241 1539 1486 1669</box>
issue-date: ಏಪ್ರಿಲ್ 03 2025 <box>40 40 228 71</box>
footer-dots-right <box>1424 2435 1486 2464</box>
date-banner <box>23 31 286 83</box>
story-guards-col3: ಎಂದು ಹೇಳಿದರು. ಕಾರ್ಯಕ್ರಮ ನಿರ್ವಹಣೆಯ ಐವಾಜ್ಯಾನುನ್ನು ಉಪಸ್ಥಿತ ಹಳಕರ ಸೀನಿಯರ್ ಪ್ಲಟೂನ ಕಮಾಂಡರ್ ರವಿಂದ್ರ ಬಾಳಿ ಮಾಡಿಕೊಂಡು ಸ್ವಾಗತಿಸಿ ವಂದಿಸಿದರು. ಈ ಸಂದರ್ಭದಲ್ಲಿ ಬೋಧಕರಾದ ಯೋಗೀಂದ್ರ ಇದ್ದರು. <box>892 1282 1131 1367</box>
story-tax-rebate <box>1144 107 1486 728</box>
story-silk-headline: ರೇಷ್ಮೆ ಬೆಳೆ ರೈತರ ಹಿತ ಕಾಪಾಡುವಲ್ಲಿ ಸರ್ಕಾರ ವಿಫಲ <box>153 1746 843 1795</box>
story-guards-col2: ಸಮಾದೇಷ್ಟ ಪೊಲೀಸ್ ಉಪ ಅಧೀಕ್ಷಕ ಹೇಮಂತಕುಮಾರ್ ಮಾತನಾಡಿ ನಿರ್ವಹಣೆಯಲ್ಲಿ ಸಮಯ ಪಾಲನೆ ಮುಖ್ಯ ವಾಗಿದೆ ಪ್ರತಿಯೊಂದು ಹಂತದಲ್ಲಿ ಕರ್ತವ್ಯ ಸಮಯವನ್ನು ತಿಳಿದು ಕೊಂಡು ಹೇಳಿದರು. ಕೊಪ್ಪಳ ಜಿಲ್ಲೆಯಲ್ಲಿ ನೀವುಗಳು ಸಮಾಜ ಸೇವೆ ಮಾಡಬೇಕೆಂದು ಹೇಳಿದರು. ಇದು ನಿಮಗೆ ಒದಗಿದ ಸುವರ್ಣ ಅವಕಾಶ <box>646 1282 878 1385</box>
dot-decoration <box>540 2435 551 2446</box>
story-silk-farmers <box>23 1735 973 2357</box>
protest-photo-right <box>824 1540 1010 1656</box>
protest-banner <box>689 1555 808 1586</box>
footer-line-left <box>96 2439 529 2442</box>
dot-decoration <box>557 2435 567 2446</box>
dot-decoration <box>1440 2435 1451 2446</box>
story-scholarship-headline: ಪರಿಶಿಷ್ಟ ಪಂಗಡದ ಇಂಜಿನಿಯರಿಂಗ್ ಪದವೀಧರರಿಗೆ ಶಿಷ್ಯವೇತನ, ತರಬೇತಿ: ಅರ್ಜಿ ಆಹ್ವಾನ <box>32 760 416 855</box>
guards-stage-photo <box>646 884 1131 1069</box>
footer-line1: Edited, Printed, Published & Owned by MANJUNATH G.GONDBAL At Vishwa Offeset Printers and Publishers, Taluka Panchayath Complex, Koppal-583231. <box>50 2374 1459 2394</box>
headline-part: ಮಾಜಿ ಶಾಸಕ ಪರಣ್ಣ ಮುನವಳ್ಳಿ <box>629 170 1108 226</box>
story-scholarship <box>23 745 425 1278</box>
